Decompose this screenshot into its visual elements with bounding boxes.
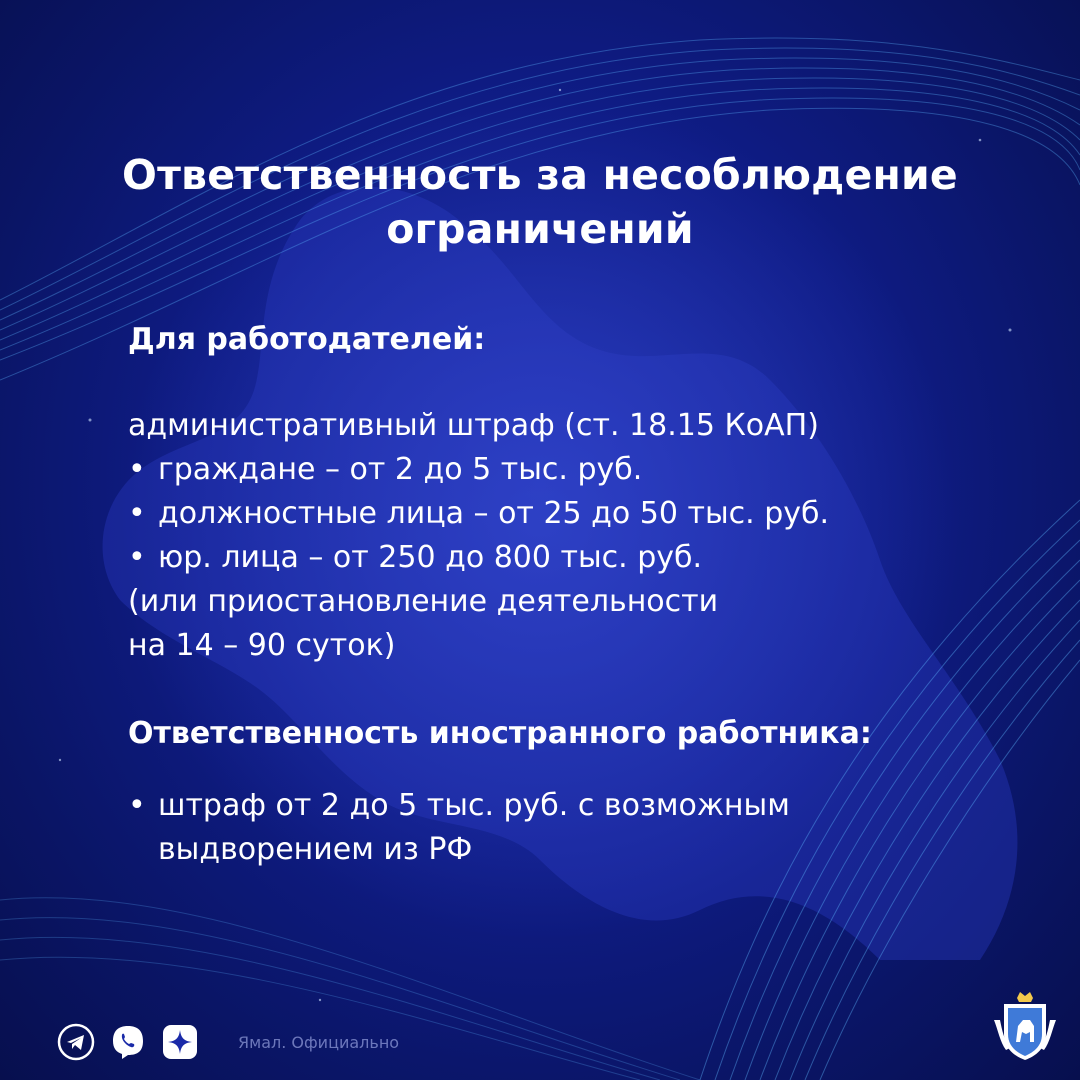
list-item-text: граждане – от 2 до 5 тыс. руб. xyxy=(158,452,643,487)
bullet-icon: • xyxy=(128,540,146,575)
employers-note-line-1: (или приостановление деятельности xyxy=(128,584,719,619)
title-line-2: ограничений xyxy=(386,205,694,253)
region-emblem-icon xyxy=(990,990,1060,1064)
bullet-icon: • xyxy=(128,496,146,531)
list-item-text: юр. лица – от 250 до 800 тыс. руб. xyxy=(158,540,703,575)
employers-heading: Для работодателей: xyxy=(128,322,486,357)
list-item-text: должностные лица – от 25 до 50 тыс. руб. xyxy=(158,496,830,531)
worker-section xyxy=(128,784,918,872)
employers-intro: административный штраф (ст. 18.15 КоАП) xyxy=(128,408,819,443)
list-item xyxy=(128,536,829,580)
title-line-1: Ответственность за несоблюдение xyxy=(122,151,958,199)
list-item-text: штраф от 2 до 5 тыс. руб. с возможным выдворением из РФ xyxy=(158,788,790,867)
worker-heading: Ответственность иностранного работника: xyxy=(128,716,872,751)
bullet-icon: • xyxy=(128,788,146,823)
max-messenger-icon[interactable] xyxy=(160,1022,200,1062)
list-item xyxy=(128,448,829,492)
bullet-icon: • xyxy=(128,452,146,487)
employers-section xyxy=(128,404,829,668)
telegram-icon[interactable] xyxy=(56,1022,96,1062)
page-title xyxy=(60,148,1020,256)
footer xyxy=(56,1022,399,1062)
employers-note-line-2: на 14 – 90 суток) xyxy=(128,628,396,663)
footer-label: Ямал. Официально xyxy=(238,1032,400,1052)
viber-icon[interactable] xyxy=(108,1022,148,1062)
list-item xyxy=(128,784,918,872)
list-item xyxy=(128,492,829,536)
